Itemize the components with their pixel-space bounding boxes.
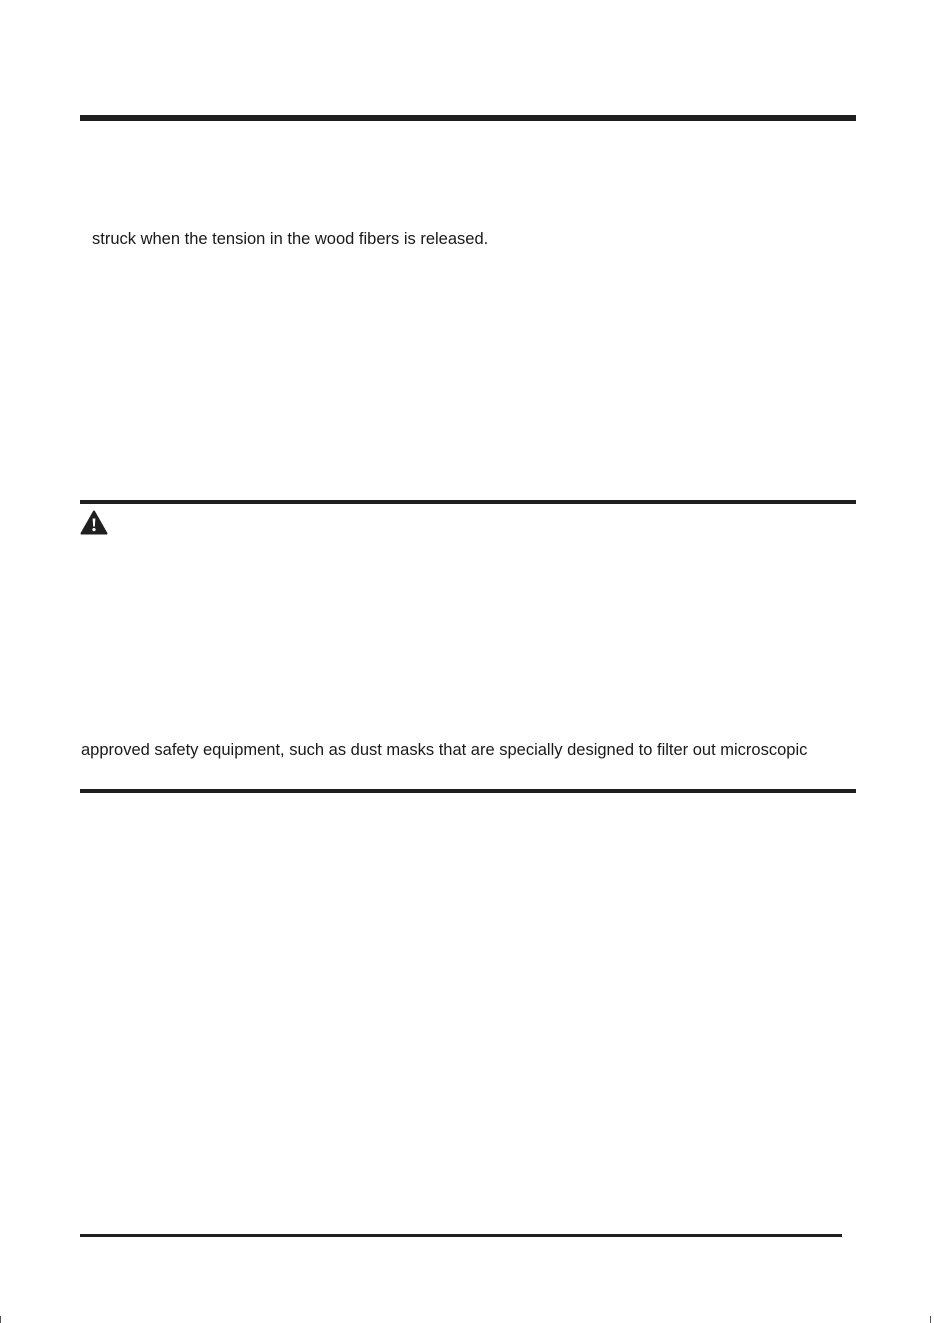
warning-box-bottom-rule — [80, 789, 856, 793]
warning-triangle-icon — [80, 510, 108, 535]
crop-mark-left — [0, 1316, 1, 1323]
footer-rule — [80, 1234, 842, 1237]
header-rule — [80, 115, 856, 121]
dust-safety-text-line: approved safety equipment, such as dust masks that are specially designed to filter out microscopic — [81, 741, 808, 759]
tension-text-line: struck when the tension in the wood fibers is released. — [92, 230, 489, 248]
crop-mark-right — [930, 1316, 931, 1323]
warning-box-top-rule — [80, 500, 856, 504]
